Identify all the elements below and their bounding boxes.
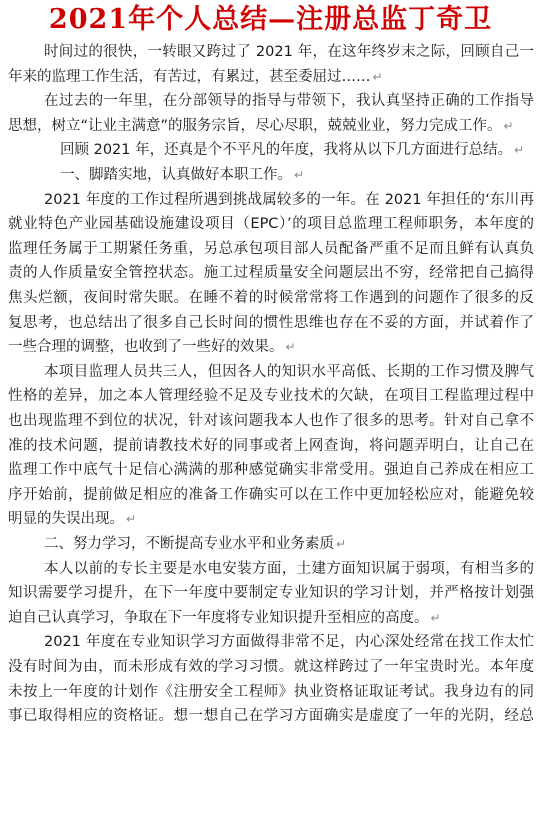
text-line-content: 责的人作质量安全管控状态。施工过程质量安全问题层出不穷，经常把自己搞得 [8,265,534,282]
paragraph-mark-icon: ↵ [294,168,305,182]
text-line-content: 准的技术问题，提前请教技术好的同事或者上网查询，将问题弄明白，让自己在 [8,437,534,454]
text-line [8,261,534,285]
text-line-content: 2021 年度的工作过程所遇到挑战属较多的一年。在 2021 年担任的‘东川再 [44,191,534,208]
text-line-content: 时间过的很快，一转眼又跨过了 2021 年，在这年终岁末之际，回顾自己一 [44,44,534,60]
text-line [44,40,534,64]
text-line [8,114,534,138]
text-line-content: 一些合理的调整，也收到了一些好的效果。 [8,339,284,356]
text-line [44,557,534,581]
text-line-content: 知识需要学习提升，在下一年度中要制定专业知识的学习计划，并严格按计划强 [8,585,534,602]
text-line-content: 性格的差异，加之本人管理经验不足及专业技术的欠缺，在项目工程监理过程中 [8,388,534,405]
text-line [8,483,534,507]
text-line [8,704,534,728]
text-line-content: 序开始前，提前做足相应的准备工作确实可以在工作中更加轻松应对，能避免较 [8,486,534,503]
text-line [8,655,534,679]
text-line [8,65,534,89]
text-line [8,409,534,433]
text-line-content: 未按上一年度的计划作《注册安全工程师》执业资格证取证考试。我身边有的同 [8,683,534,700]
text-line [44,188,534,212]
text-line-content: 本人以前的专长主要是水电安装方面，土建方面知识属于弱项，有相当多的 [44,560,534,577]
text-line-content: 回顾 2021 年，还真是个不平凡的年度，我将从以下几方面进行总结。 [60,142,513,159]
paragraph-mark-icon: ↵ [336,537,347,551]
text-line [8,680,534,704]
paragraph-mark-icon: ↵ [514,143,525,158]
text-line [8,606,534,630]
paragraph-mark-icon: ↵ [126,512,137,527]
text-line-content: 焦头烂额，夜间时常失眠。在睡不着的时候常常将工作遇到的问题作了很多的反 [8,290,534,306]
text-line-content: 就业特色产业园基础设施建设项目（EPC）’的项目总监理工程师职务，本年度的 [8,216,534,233]
text-line-content: 一、脚踏实地，认真做好本职工作。 [60,167,292,183]
text-line [8,311,534,335]
text-line-content: 事已取得相应的资格证。想一想自己在学习方面确实是虚度了一年的光阴，经总 [8,708,534,725]
text-line-content: 在过去的一年里，在分部领导的指导与带领下，我认真坚持正确的工作指导 [44,93,534,110]
text-line-content: 监理任务属于工期紧任务重，另总承包项目部人员配备严重不足而且鲜有认真负 [8,240,534,257]
text-line [8,212,534,236]
text-line-content: 监理工作中底气十足信心满满的那种感觉确实非常受用。强迫自己养成在相应工 [8,462,534,479]
paragraph-mark-icon: ↵ [285,340,296,355]
text-line [44,360,534,384]
text-line [8,237,534,261]
text-line [44,532,534,556]
paragraph-mark-icon: ↵ [372,69,383,84]
text-line [60,163,534,187]
text-line [8,434,534,458]
text-line [8,581,534,605]
text-line [60,138,534,162]
text-line-content: 明显的失误出现。 [8,511,124,528]
paragraph-mark-icon: ↵ [503,118,514,133]
text-line [44,630,534,654]
text-line-content: 没有时间为由，而未形成有效的学习习惯。就这样跨过了一年宝贵时光。本年度 [8,659,534,675]
text-line-content: 年来的监理工作生活，有苦过，有累过，甚至委屈过…… [8,68,371,85]
text-line-content: 二、努力学习，不断提高专业水平和业务素质 [44,536,334,552]
text-line-content: 思想，树立“让业主满意”的服务宗旨，尽心尽职，兢兢业业，努力完成工作。 [8,117,502,134]
text-line [8,384,534,408]
text-line [44,89,534,113]
document-title: 2021年个人总结—注册总监丁奇卫 [48,4,493,35]
text-line [8,286,534,310]
text-line-content: 复思考，也总结出了很多自己长时间的惯性思维也存在不妥的方面，并试着作了 [8,314,534,331]
text-line [8,458,534,482]
text-line-content: 迫自己认真学习，争取在下一年度将专业知识提升至相应的高度。 [8,609,429,626]
text-line [8,335,534,359]
paragraph-mark-icon: ↵ [430,610,441,625]
text-line [8,507,534,531]
text-line-content: 本项目监理人员共三人，但因各人的知识水平高低、长期的工作习惯及脾气 [44,363,534,380]
text-line-content: 也出现监理不到位的状况，针对该问题我本人也作了很多的思考。针对自己拿不 [8,413,534,429]
text-line-content: 2021 年度在专业知识学习方面做得非常不足，内心深处经常在找工作太忙 [44,634,534,651]
